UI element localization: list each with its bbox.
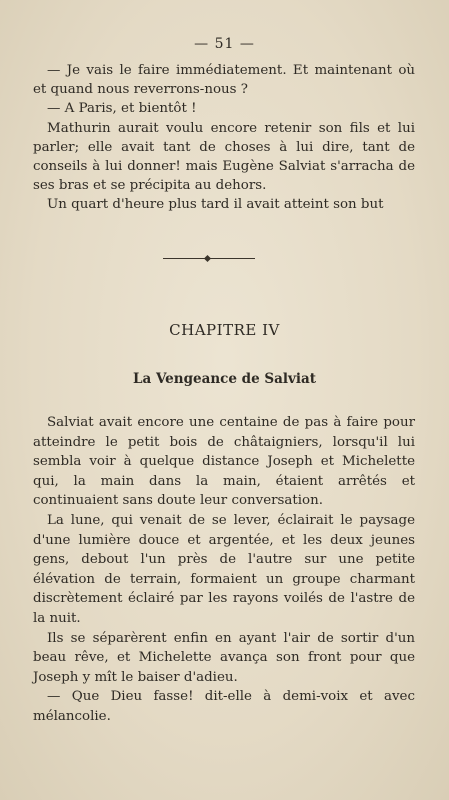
paragraph: Ils se séparèrent enfin en ayant l'air de sortir d'un beau rêve, et Michelette avança son front pour que Joseph y mît le baiser d'adieu.: [33, 630, 415, 685]
paragraph: La lune, qui venait de se lever, éclairait le paysage d'une lumière douce et argentée, et les deux jeunes gens, debout l'un près de l'autre sur une petite élévation de terrain, formaient un groupe charmant discrètement éclairé par les rayons voilés de l'astre de la nuit.: [33, 512, 415, 626]
chapter-text: [33, 413, 415, 727]
paragraph: — A Paris, et bientôt !: [47, 101, 197, 117]
paragraph: — Je vais le faire immédiatement. Et maintenant où et quand nous reverrons-nous ?: [33, 63, 415, 98]
paragraph: Mathurin aurait voulu encore retenir son fils et lui parler; elle avait tant de choses à lui dire, tant de conseils à lui donner! mais Eugène Salviat s'arracha de ses bras et se précipita au dehors.: [33, 120, 415, 194]
chapter-subtitle: La Vengeance de Salviat: [133, 371, 316, 387]
paragraph: Salviat avait encore une centaine de pas à faire pour atteindre le petit bois de châtaigniers, lorsqu'il lui sembla voir à quelque distance Joseph et Michelette qui, la main dans la main, étaient arrêtés et continuaient sans doute leur conversation.: [33, 415, 415, 509]
chapter-title: CHAPITRE IV: [169, 321, 280, 339]
section-separator: [163, 256, 255, 262]
paragraph: — Que Dieu fasse! dit-elle à demi-voix et avec mélancolie.: [33, 689, 415, 724]
page-number: — 51 —: [194, 36, 255, 52]
paragraph: Un quart d'heure plus tard il avait atteint son but: [47, 197, 384, 213]
continued-text: [33, 61, 415, 215]
separator-ornament: [204, 255, 211, 262]
